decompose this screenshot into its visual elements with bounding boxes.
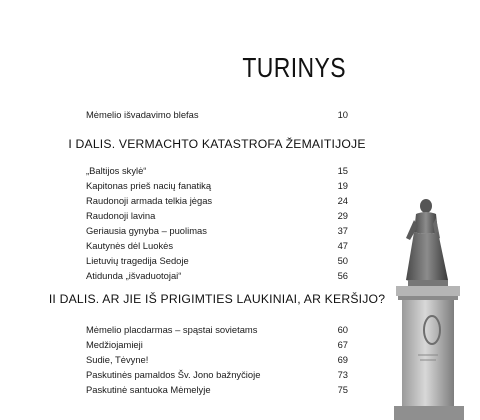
toc-entry-page: 15 (337, 165, 348, 176)
toc-entry (86, 367, 348, 382)
toc-entry-title: Raudonoji lavina (86, 210, 156, 221)
toc-entry-title: Paskutinės pamaldos Šv. Jono bažnyčioje (86, 369, 261, 380)
toc-entry (86, 268, 348, 283)
toc-entry (86, 352, 348, 367)
toc-entry (86, 193, 348, 208)
toc-entry-page: 56 (337, 270, 348, 281)
toc-entry (86, 107, 348, 122)
toc-entry-title: Mėmelio išvadavimo blefas (86, 109, 199, 120)
part-heading: I DALIS. VERMACHTO KATASTROFA ŽEMAITIJOJE (68, 137, 366, 151)
toc-entry (86, 238, 348, 253)
toc-entry (86, 322, 348, 337)
statue-photo (380, 180, 480, 420)
toc-entry (86, 163, 348, 178)
toc-entry-title: „Baltijos skylė“ (86, 165, 147, 176)
toc-entry (86, 208, 348, 223)
toc-entry-title: Sudie, Tėvyne! (86, 354, 149, 365)
toc-entry (86, 253, 348, 268)
toc-entry-title: Lietuvių tragedija Sedoje (86, 255, 189, 266)
toc-entry-page: 67 (337, 339, 348, 350)
page-title: TURINYS (242, 52, 346, 83)
part-heading: II DALIS. AR JIE IŠ PRIGIMTIES LAUKINIAI, AR KERŠIJO? (48, 292, 386, 306)
toc-entry (86, 223, 348, 238)
toc-entry-page: 69 (337, 354, 348, 365)
toc-entry-page: 75 (337, 384, 348, 395)
toc-entry-title: Atidunda „išvaduotojai“ (86, 270, 182, 281)
toc-entry (86, 337, 348, 352)
toc-entry-page: 29 (337, 210, 348, 221)
toc-entry-title: Medžiojamieji (86, 339, 143, 350)
toc-entry-title: Raudonoji armada telkia jėgas (86, 195, 213, 206)
toc-entry-title: Paskutinė santuoka Mėmelyje (86, 384, 211, 395)
toc-entry-title: Kapitonas prieš nacių fanatiką (86, 180, 212, 191)
toc-entry-title: Geriausia gynyba – puolimas (86, 225, 207, 236)
toc-entry (86, 382, 348, 397)
toc-entry-title: Kautynės dėl Luokės (86, 240, 174, 251)
toc-entry-page: 47 (337, 240, 348, 251)
toc-entry-title: Mėmelio placdarmas – spąstai sovietams (86, 324, 258, 335)
toc-entry-page: 60 (337, 324, 348, 335)
toc-entry (86, 178, 348, 193)
toc-entry-page: 37 (337, 225, 348, 236)
toc-entry-page: 19 (337, 180, 348, 191)
toc-entry-page: 73 (337, 369, 348, 380)
toc-entry-page: 24 (337, 195, 348, 206)
toc-entry-page: 50 (337, 255, 348, 266)
toc-entry-page: 10 (337, 109, 348, 120)
